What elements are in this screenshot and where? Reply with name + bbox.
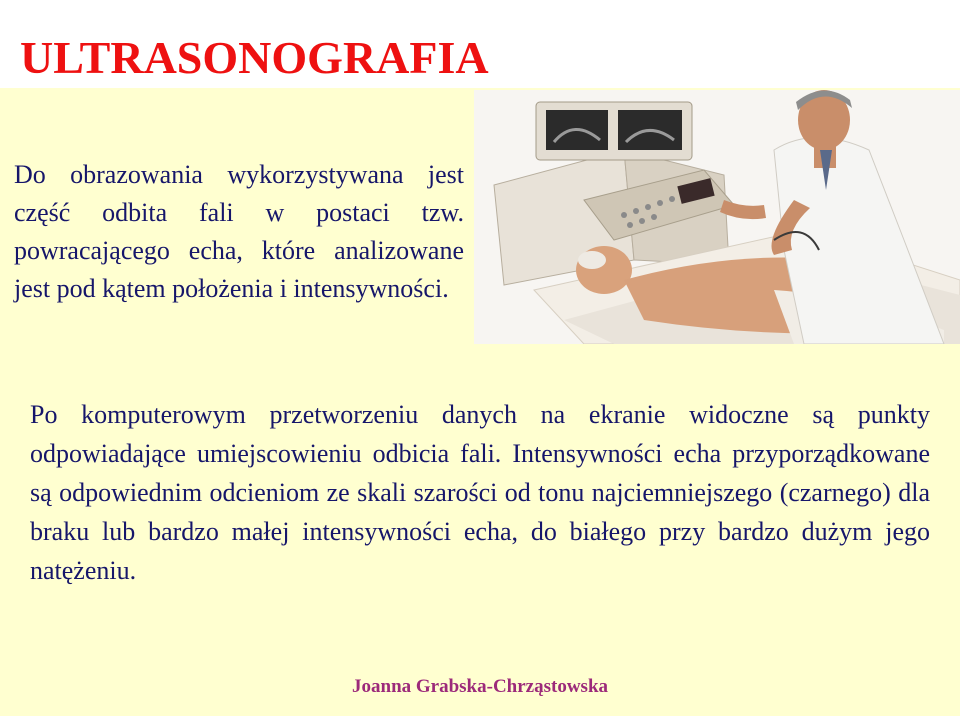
body-paragraph: Po komputerowym przetworzeniu danych na ekranie widoczne są punkty odpowiadające umiejscowieniu odbicia fali. Intensywności echa przyporządkowane są odpowiednim odcieniom ze skali szarości od tonu najciemniejszego (czarnego) dla braku lub bardzo małej intensywności echa, do białego przy bardzo dużym jego natężeniu. — [30, 400, 930, 585]
author-footer: Joanna Grabska-Chrząstowska — [352, 676, 609, 697]
slide-title: ULTRASONOGRAFIA — [20, 32, 489, 83]
ultrasound-photo — [474, 90, 960, 344]
ultrasound-exam-illustration — [474, 90, 960, 344]
intro-paragraph: Do obrazowania wykorzystywana jest część odbita fali w postaci tzw. powracającego echa, które analizowane jest pod kątem położenia i intensywności. — [14, 160, 464, 303]
